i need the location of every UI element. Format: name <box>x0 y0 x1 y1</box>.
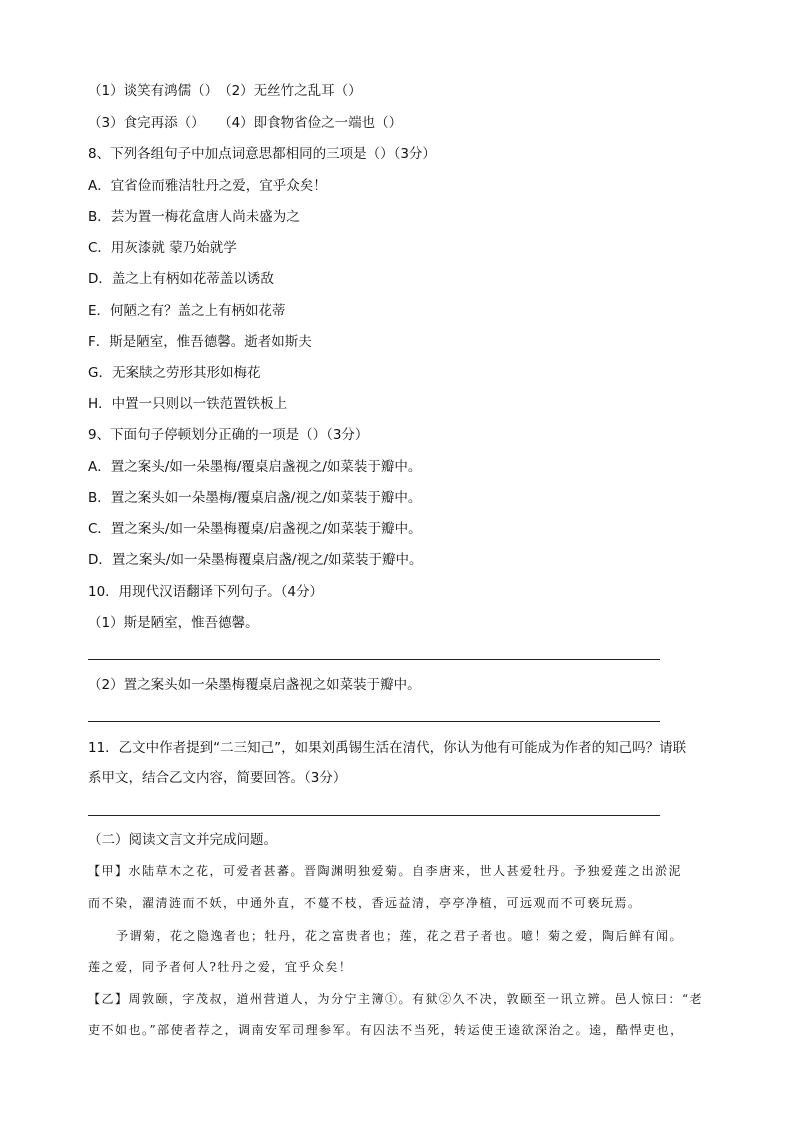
question-11-line-2: 系甲文，结合乙文内容，简要回答。（3分） <box>88 770 347 786</box>
question-9-stem: 9、下面句子停顿划分正确的一项是（）（3分） <box>88 427 369 443</box>
answer-line-10-2[interactable] <box>88 721 660 722</box>
question-8-option-b: B．芸为置一梅花盒唐人尚未盛为之 <box>88 209 300 225</box>
question-11-line-1: 11．乙文中作者提到“二三知己”，如果刘禹锡生活在清代，你认为他有可能成为作者的知己吗？请联 <box>88 740 687 756</box>
passage-jia-line-4: 莲之爱，同予者何人?牡丹之爱，宜乎众矣！ <box>88 960 353 974</box>
question-8-option-c: C．用灰漆就 蒙乃始就学 <box>88 240 237 256</box>
question-8-stem: 8、下列各组句子中加点词意思都相同的三项是（）（3分） <box>88 146 436 162</box>
question-8-option-g: G．无案牍之劳形其形如梅花 <box>88 365 261 381</box>
answer-line-10-1[interactable] <box>88 659 660 660</box>
passage-jia-line-1: 【甲】水陆草木之花，可爱者甚蕃。晋陶渊明独爱菊。自李唐来，世人甚爱牡丹。予独爱莲之出淤泥 <box>88 864 683 878</box>
passage-yi-line-2: 吏不如也。”部使者荐之，调南安军司理参军。有囚法不当死，转运使王逵欲深治之。逵，酷悍吏也， <box>88 1023 684 1037</box>
question-8-option-e: E．何陋之有？盖之上有柄如花蒂 <box>88 303 286 319</box>
answer-line-11[interactable] <box>88 815 660 816</box>
question-9-option-b: B．置之案头如一朵墨梅/覆桌启盏/视之/如菜装于瓣中。 <box>88 490 422 506</box>
section-2-heading: （二）阅读文言文并完成问题。 <box>88 832 277 848</box>
question-9-option-a: A．置之案头/如一朵墨梅/覆桌启盏视之/如菜装于瓣中。 <box>88 459 422 475</box>
question-10-sentence-2: （2）置之案头如一朵墨梅覆桌启盏视之如菜装于瓣中。 <box>88 677 421 693</box>
q-top-row-1: （1）谈笑有鸿儒（） （2）无丝竹之乱耳（） <box>88 83 362 99</box>
passage-jia-line-3: 予谓菊，花之隐逸者也；牡丹，花之富贵者也；莲，花之君子者也。噫！菊之爱，陶后鲜有闻。 <box>116 929 684 943</box>
passage-jia-line-2: 而不染，濯清涟而不妖，中通外直，不蔓不枝，香远益清，亭亭净植，可远观而不可亵玩焉。 <box>88 896 642 910</box>
question-9-option-d: D．置之案头/如一朵墨梅覆桌启盏/视之/如菜装于瓣中。 <box>88 552 423 568</box>
question-10-sentence-1: （1）斯是陋室，惟吾德馨。 <box>88 615 259 631</box>
question-8-option-d: D．盖之上有柄如花蒂盖以诱敌 <box>88 271 274 287</box>
question-9-option-c: C．置之案头/如一朵墨梅覆桌/启盏视之/如菜装于瓣中。 <box>88 521 422 537</box>
question-8-option-h: H．中置一只则以一铁范置铁板上 <box>88 396 288 412</box>
passage-yi-line-1: 【乙】周敦颐，字茂叔，道州营道人，为分宁主簿①。有狱②久不决，敦颐至一讯立辨。邑人惊曰：“老 <box>88 992 704 1006</box>
q-top-row-2: （3）食完再添（） （4）即食物省俭之一端也（） <box>88 115 403 131</box>
question-10-stem: 10．用现代汉语翻译下列句子。（4分） <box>88 584 324 600</box>
question-8-option-a: A．宜省俭而雅洁牡丹之爱，宜乎众矣！ <box>88 178 327 194</box>
question-8-option-f: F．斯是陋室，惟吾德馨。逝者如斯夫 <box>88 334 312 350</box>
